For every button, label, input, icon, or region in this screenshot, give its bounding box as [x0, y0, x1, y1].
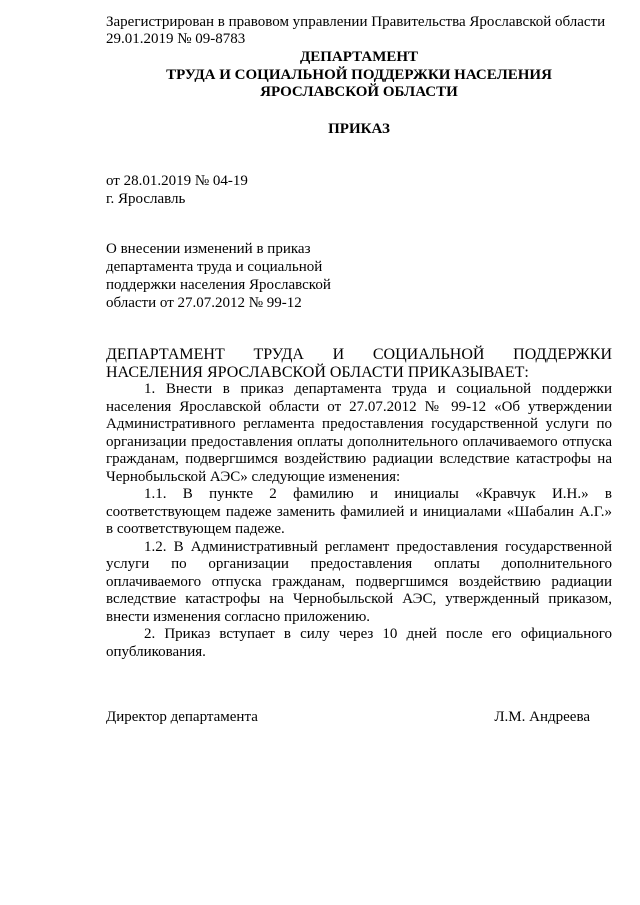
body-preamble: ДЕПАРТАМЕНТ ТРУДА И СОЦИАЛЬНОЙ ПОДДЕРЖКИ НАСЕЛЕНИЯ ЯРОСЛАВСКОЙ ОБЛАСТИ ПРИКАЗЫВАЕТ:: [106, 346, 612, 381]
subject-line-4: области от 27.07.2012 № 99-12: [106, 295, 302, 311]
body-paragraph-1-2: 1.2. В Административный регламент предоставления государственной услуги по организации предоставления оплаты дополнительного оплачиваемого отпуска гражданам, подвергшимся воздействию радиации вследствие катастрофы на Чернобыльской АЭС, утвержденный приказом, внести изменения согласно приложению.: [106, 538, 612, 625]
body-paragraph-1: 1. Внести в приказ департамента труда и социальной поддержки населения Ярославской области от 27.07.2012 № 99-12 «Об утверждении Административного регламента предоставления государственной услуги по организации предоставления оплаты дополнительного оплачиваемого отпуска гражданам, подвергшимся воздействию радиации вследствие катастрофы на Чернобыльской АЭС» следующие изменения:: [106, 381, 612, 485]
registration-line-2: 29.01.2019 № 09-8783: [106, 31, 246, 47]
header-line-2: ТРУДА И СОЦИАЛЬНОЙ ПОДДЕРЖКИ НАСЕЛЕНИЯ: [166, 66, 552, 83]
order-meta: [106, 172, 248, 208]
body-paragraph-2: 2. Приказ вступает в силу через 10 дней после его официального опубликования.: [106, 626, 612, 660]
order-subject: [106, 240, 331, 312]
registration-note: [106, 14, 626, 48]
order-city: г. Ярославль: [106, 191, 186, 207]
order-body: [106, 346, 612, 661]
order-title: ПРИКАЗ: [328, 121, 390, 137]
signatory-position: Директор департамента: [106, 709, 258, 725]
body-paragraph-1-1: 1.1. В пункте 2 фамилию и инициалы «Кравчук И.Н.» в соответствующем падеже заменить фамилией и инициалами «Шабалин А.Г.» в соответствующем падеже.: [106, 486, 612, 537]
subject-line-3: поддержки населения Ярославской: [106, 277, 331, 293]
department-header: [106, 49, 612, 102]
order-date-number: от 28.01.2019 № 04-19: [106, 173, 248, 189]
subject-line-1: О внесении изменений в приказ: [106, 241, 311, 257]
signatory-name: Л.М. Андреева: [494, 709, 590, 725]
registration-line-1: Зарегистрирован в правовом управлении Правительства Ярославской области: [106, 14, 606, 30]
header-line-3: ЯРОСЛАВСКОЙ ОБЛАСТИ: [260, 84, 458, 100]
subject-line-2: департамента труда и социальной: [106, 259, 323, 275]
header-line-1: ДЕПАРТАМЕНТ: [299, 49, 419, 65]
